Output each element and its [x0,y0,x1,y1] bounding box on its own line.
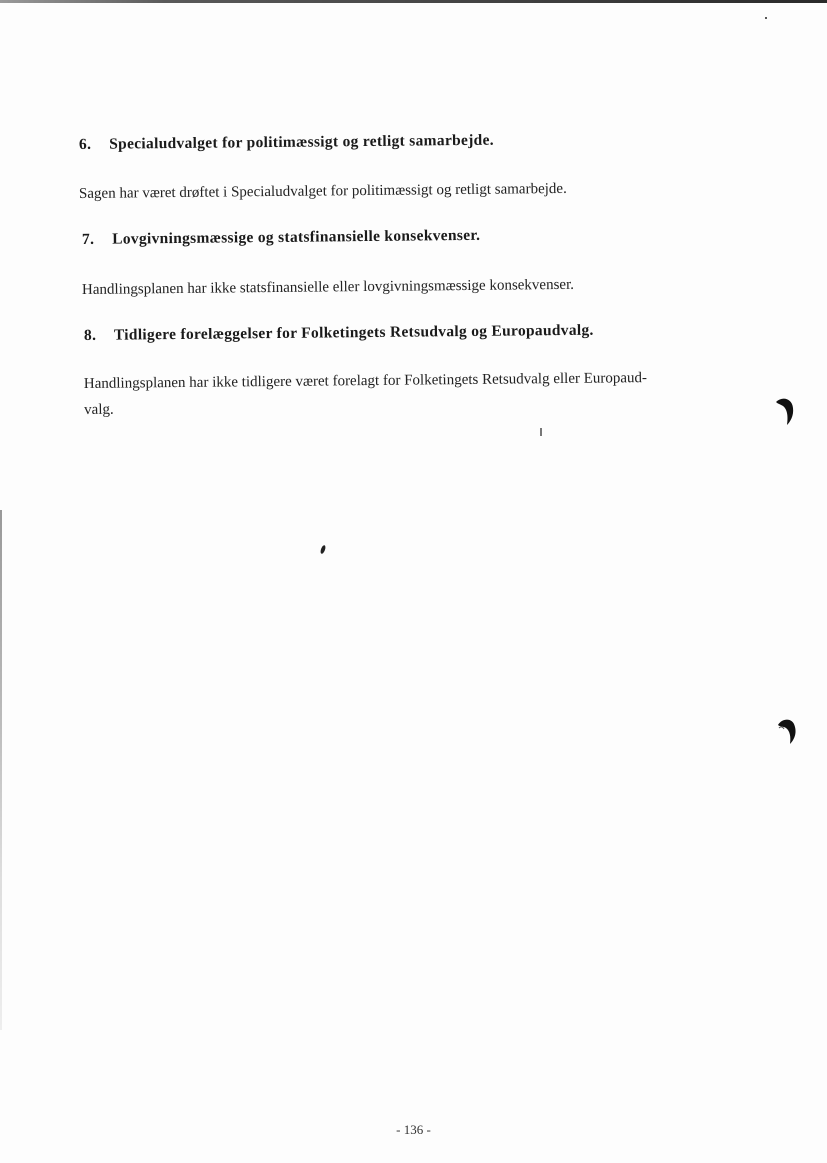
section-8-number: 8. [83,326,97,344]
section-8-body-line-1: Handlingsplanen har ikke tidligere været forelagt for Folketingets Retsudvalg eller Europaud- [83,370,648,393]
section-7-title: Lovgivningsmæssige og statsfinansielle konsekvenser. [112,226,481,248]
punch-hole-mark-icon [774,396,798,426]
scan-left-edge [0,510,2,1030]
section-7-number: 7. [81,230,95,248]
section-6-number: 6. [78,135,92,153]
scan-artifact-speck [320,545,327,555]
section-6-heading [79,132,494,154]
section-6-body: Sagen har været drøftet i Specialudvalget for politimæssigt og retligt samarbejde. [78,180,567,202]
section-8-body-line-2: valg. [84,401,114,418]
scan-top-border [0,0,827,3]
scan-artifact-speck [765,17,767,19]
section-7-heading [82,227,480,249]
section-7-body: Handlingsplanen har ikke statsfinansielle eller lovgivningsmæssige konsekvenser. [81,276,575,298]
section-8-title: Tidligere forelæggelser for Folketingets Retsudvalg og Europaudvalg. [113,321,594,344]
section-8-body [84,365,648,423]
page-number: - 136 - [396,1122,431,1137]
section-8-heading [84,322,594,345]
section-6-title: Specialudvalget for politimæssigt og retligt samarbejde. [109,131,495,153]
punch-hole-mark-icon [776,716,800,746]
scan-artifact-speck [540,428,542,436]
